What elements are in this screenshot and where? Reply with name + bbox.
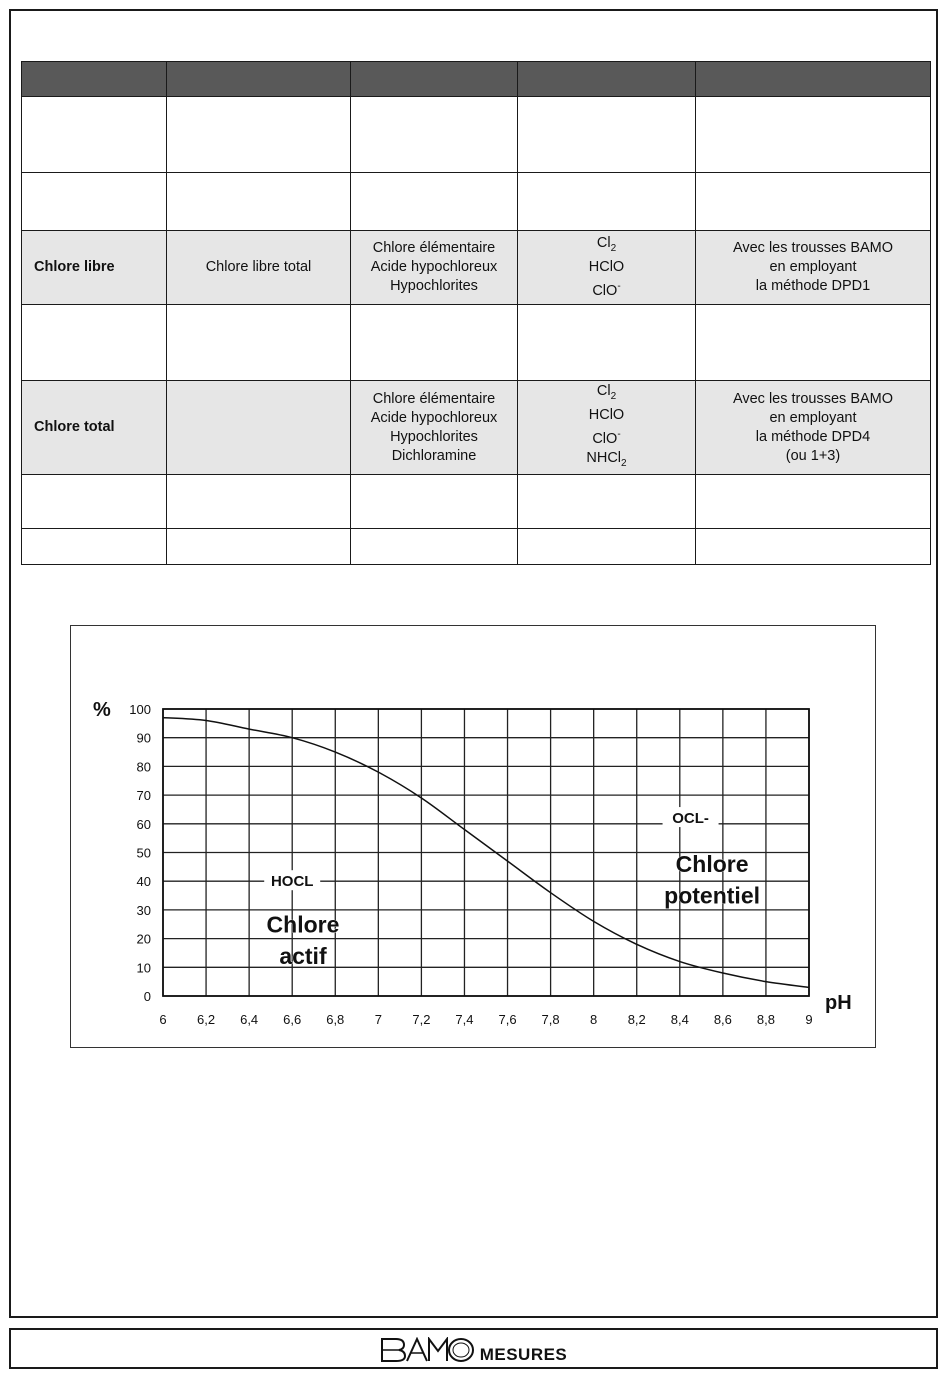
- measure-cell: [167, 529, 351, 565]
- brand-word: MESURES: [479, 1345, 568, 1364]
- y-tick-label: 10: [136, 960, 151, 976]
- row-name-cell: Chlore libre: [22, 231, 167, 305]
- measure-cell: [167, 475, 351, 529]
- species-name: Hypochlorites: [390, 278, 478, 294]
- species-name: Chlore élémentaire: [372, 390, 496, 407]
- chemical-formula: $Cl_2$: [596, 383, 617, 403]
- chart-annotation: OCL-: [672, 810, 709, 828]
- x-tick-label: 6,2: [197, 1012, 216, 1027]
- method-line: Avec les trousses BAMO: [732, 390, 894, 407]
- chart-annotation: Chlore: [675, 850, 749, 877]
- method-cell: [696, 231, 931, 305]
- species-name: Dichloramine: [391, 447, 477, 464]
- chemical-formula: $Cl_2$: [596, 235, 617, 255]
- x-tick-label: 8,8: [756, 1012, 775, 1027]
- species-cell: [351, 305, 518, 381]
- chemical-formula: NHCl$_2$: [586, 449, 627, 469]
- method-cell: [696, 529, 931, 565]
- method-line: (ou 1+3): [785, 447, 841, 464]
- species-cell: [351, 231, 518, 305]
- method-line: en employant: [769, 409, 857, 426]
- table-row: [22, 381, 931, 475]
- chemical-formula: HClO: [588, 407, 625, 424]
- method-line: la méthode DPD1: [755, 278, 871, 294]
- chart-annotation: Chlore: [266, 911, 340, 938]
- chlorine-table: [21, 61, 931, 565]
- footer: [9, 1328, 938, 1369]
- method-cell: [696, 381, 931, 475]
- x-tick-label: 6,6: [283, 1012, 302, 1027]
- formula-cell: [518, 305, 696, 381]
- hypochlorous-ph-chart: [70, 625, 876, 1048]
- measure-cell: [167, 305, 351, 381]
- formula-cell: [518, 173, 696, 231]
- x-tick-label: 8,4: [670, 1012, 689, 1027]
- x-tick-label: 6: [159, 1012, 167, 1027]
- bamo-logo-icon: [380, 1337, 476, 1363]
- formula-cell: [518, 97, 696, 173]
- table-row: [22, 97, 931, 173]
- x-tick-label: 6,8: [326, 1012, 345, 1027]
- species-name: Chlore élémentaire: [372, 240, 496, 256]
- x-tick-label: 8: [590, 1012, 598, 1027]
- header-cell: [351, 62, 518, 97]
- header-cell: [22, 62, 167, 97]
- x-tick-label: 7,4: [455, 1012, 474, 1027]
- table-row: [22, 475, 931, 529]
- row-name-cell: [22, 475, 167, 529]
- chemical-formula: ClO-: [592, 429, 621, 447]
- formula-cell: [518, 231, 696, 305]
- y-tick-label: 80: [136, 759, 151, 775]
- chart-annotation: potentiel: [664, 882, 761, 909]
- y-tick-label: 30: [136, 902, 151, 918]
- species-cell: [351, 529, 518, 565]
- method-cell: [696, 173, 931, 231]
- x-tick-label: 6,4: [240, 1012, 259, 1027]
- table-row: [22, 173, 931, 231]
- method-cell: [696, 475, 931, 529]
- formula-cell: [518, 381, 696, 475]
- y-tick-label: 0: [143, 989, 151, 1004]
- table-body: [22, 97, 931, 565]
- species-name: Acide hypochloreux: [370, 409, 498, 426]
- row-name-cell: [22, 529, 167, 565]
- species-cell: [351, 97, 518, 173]
- y-tick-label: 60: [136, 816, 151, 832]
- chemical-formula: HClO: [588, 259, 625, 276]
- x-tick-label: 7,6: [498, 1012, 517, 1027]
- y-tick-label: 40: [136, 874, 151, 890]
- header-cell: [167, 62, 351, 97]
- y-tick-label: 20: [136, 931, 151, 947]
- table-row: [22, 529, 931, 565]
- y-tick-label: 100: [129, 702, 151, 717]
- table-row: [22, 305, 931, 381]
- y-tick-label: 70: [136, 788, 151, 804]
- measure-cell: Chlore libre total: [167, 231, 351, 305]
- measure-cell: [167, 97, 351, 173]
- y-tick-label: 90: [136, 730, 151, 746]
- species-cell: [351, 381, 518, 475]
- method-line: en employant: [769, 259, 857, 275]
- header-cell: [696, 62, 931, 97]
- x-tick-label: 7,2: [412, 1012, 431, 1027]
- method-line: la méthode DPD4: [755, 428, 871, 445]
- table-row: [22, 231, 931, 305]
- row-name-cell: Chlore total: [22, 381, 167, 475]
- chart-annotation: HOCL: [270, 873, 314, 891]
- y-axis-label: %: [93, 699, 111, 721]
- x-tick-label: 7,8: [541, 1012, 560, 1027]
- species-cell: [351, 173, 518, 231]
- chart-svg: [71, 626, 877, 1049]
- chemical-formula: ClO-: [592, 281, 621, 299]
- method-cell: [696, 97, 931, 173]
- header-cell: [518, 62, 696, 97]
- brand: [11, 1337, 936, 1363]
- species-name: Acide hypochloreux: [370, 259, 498, 275]
- x-tick-label: 8,6: [713, 1012, 732, 1027]
- row-name-cell: [22, 173, 167, 231]
- table-header-row: [22, 62, 931, 97]
- x-tick-label: 7: [374, 1012, 382, 1027]
- species-cell: [351, 475, 518, 529]
- formula-cell: [518, 529, 696, 565]
- formula-cell: [518, 475, 696, 529]
- chart-annotation: actif: [279, 942, 327, 969]
- method-line: Avec les trousses BAMO: [732, 240, 894, 256]
- x-axis-label: pH: [825, 992, 852, 1014]
- measure-cell: [167, 381, 351, 475]
- method-cell: [696, 305, 931, 381]
- row-name-cell: [22, 305, 167, 381]
- y-tick-label: 50: [136, 845, 151, 861]
- species-name: Hypochlorites: [390, 428, 478, 445]
- row-name-cell: [22, 97, 167, 173]
- x-tick-label: 9: [805, 1012, 813, 1027]
- x-tick-label: 8,2: [627, 1012, 646, 1027]
- measure-cell: [167, 173, 351, 231]
